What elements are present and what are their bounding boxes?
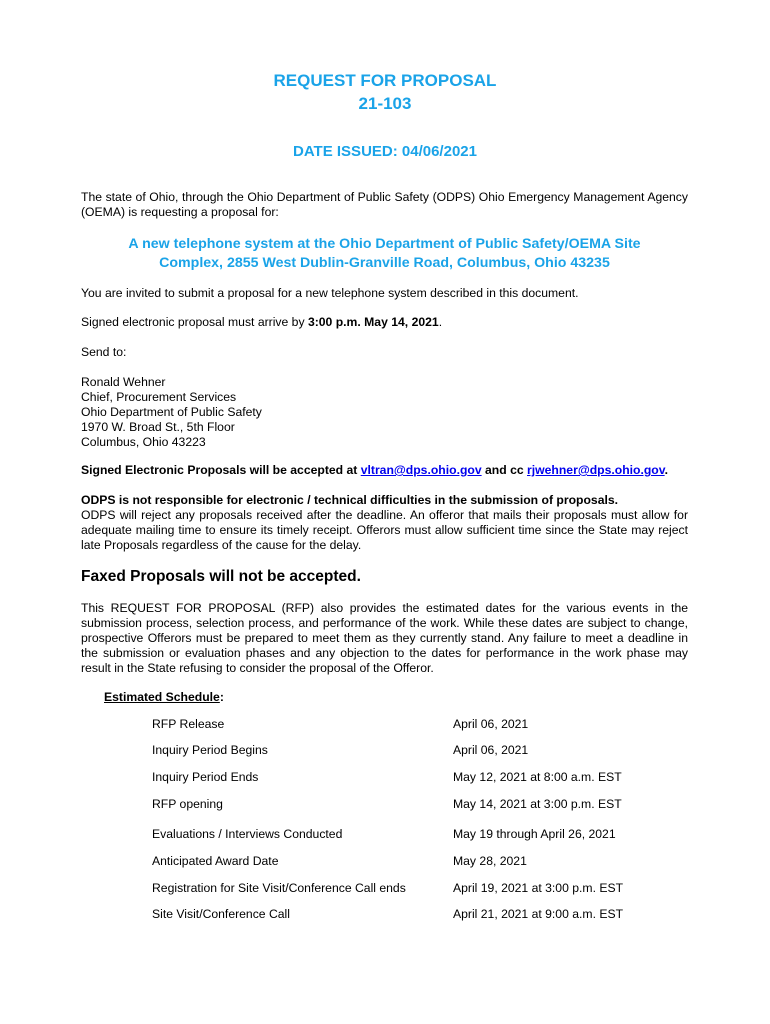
address-title: Chief, Procurement Services: [81, 390, 237, 404]
schedule-date: May 28, 2021: [453, 854, 527, 868]
schedule-date: May 19 through April 26, 2021: [453, 827, 616, 841]
rfp-paragraph: This REQUEST FOR PROPOSAL (RFP) also provides the estimated dates for the various events in the submission process, selection process, and performance of the work. While these dates are subject to change, prospective Offerors must be prepared to meet them as they currently stand. Any failure to meet a deadline in the submission or evaluation phases and any objection to the dates for performance in the work phase may result in the State refusing to consider the proposal of the Offeror.: [81, 601, 688, 675]
deadline-suffix: .: [438, 315, 443, 329]
faxed-heading: Faxed Proposals will not be accepted.: [81, 568, 361, 585]
electronic-submission: [81, 463, 688, 478]
schedule-event: Evaluations / Interviews Conducted: [152, 827, 343, 841]
electronic-prefix: Signed Electronic Proposals will be accepted at: [81, 463, 361, 477]
address-name: Ronald Wehner: [81, 375, 166, 389]
intro-paragraph: The state of Ohio, through the Ohio Department of Public Safety (ODPS) Ohio Emergency Management Agency (OEMA) is requesting a proposal for:: [81, 190, 688, 219]
electronic-middle: and cc: [481, 463, 528, 477]
schedule-event: Anticipated Award Date: [152, 854, 279, 868]
deadline-time: 3:00 p.m. May 14, 2021: [307, 315, 439, 329]
proposal-subject: [81, 235, 688, 273]
address-street: 1970 W. Broad St., 5th Floor: [81, 420, 235, 434]
invite-paragraph: You are invited to submit a proposal for a new telephone system described in this document.: [81, 286, 579, 300]
schedule-heading-colon: :: [219, 690, 224, 704]
responsibility-bold: ODPS is not responsible for electronic / technical difficulties in the submission of proposals.: [81, 493, 619, 507]
date-issued: DATE ISSUED: 04/06/2021: [293, 143, 477, 160]
schedule-date: April 06, 2021: [453, 717, 529, 731]
email-link-vltran[interactable]: vltran@dps.ohio.gov: [360, 463, 482, 477]
schedule-heading-text: Estimated Schedule: [104, 690, 220, 704]
schedule-date: April 21, 2021 at 9:00 a.m. EST: [453, 907, 624, 921]
subject-line-1: A new telephone system at the Ohio Department of Public Safety/OEMA Site: [128, 236, 641, 252]
responsibility-text: ODPS will reject any proposals received after the deadline. An offeror that mails their proposals must allow for adequate mailing time to ensure its timely receipt. Offerors must allow sufficient time since the State may reject late Proposals regardless of the cause for the delay.: [81, 508, 688, 552]
mailing-address: [81, 375, 688, 450]
rfp-title: REQUEST FOR PROPOSAL: [273, 71, 497, 90]
rfp-number: 21-103: [358, 94, 412, 113]
schedule-date: April 06, 2021: [453, 743, 529, 757]
email-link-rjwehner[interactable]: rjwehner@dps.ohio.gov: [527, 463, 665, 477]
schedule-date: April 19, 2021 at 3:00 p.m. EST: [453, 881, 624, 895]
schedule-event: RFP opening: [152, 797, 223, 811]
address-city: Columbus, Ohio 43223: [81, 435, 206, 449]
deadline-paragraph: [81, 315, 688, 330]
schedule-heading: [104, 690, 224, 704]
subject-line-2: Complex, 2855 West Dublin-Granville Road, Columbus, Ohio 43235: [159, 255, 610, 271]
deadline-prefix: Signed electronic proposal must arrive by: [81, 315, 308, 329]
schedule-event: Registration for Site Visit/Conference Call ends: [152, 881, 406, 895]
schedule-event: Inquiry Period Begins: [152, 743, 268, 757]
responsibility-block: [81, 493, 688, 553]
schedule-event: Inquiry Period Ends: [152, 770, 259, 784]
electronic-suffix: .: [664, 463, 669, 477]
schedule-date: May 12, 2021 at 8:00 a.m. EST: [453, 770, 622, 784]
address-org: Ohio Department of Public Safety: [81, 405, 262, 419]
schedule-event: Site Visit/Conference Call: [152, 907, 290, 921]
schedule-event: RFP Release: [152, 717, 225, 731]
send-to-label: Send to:: [81, 345, 127, 359]
schedule-date: May 14, 2021 at 3:00 p.m. EST: [453, 797, 622, 811]
